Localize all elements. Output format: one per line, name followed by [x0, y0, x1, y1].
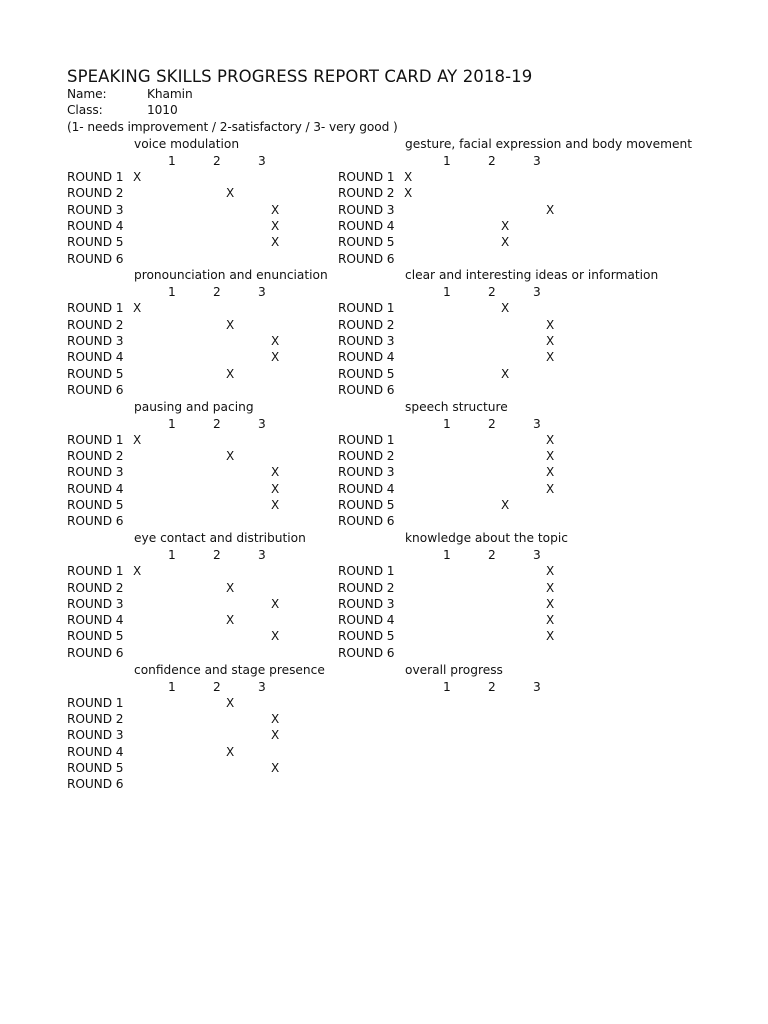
scale-header: 2	[488, 548, 496, 563]
rating-mark: X	[271, 481, 280, 496]
scale-header: 3	[258, 679, 266, 694]
skill-title: confidence and stage presence	[134, 662, 325, 677]
rating-mark: X	[226, 744, 235, 759]
rating-mark: X	[271, 218, 280, 233]
scale-header: 3	[258, 154, 266, 168]
scale-header: 2	[213, 416, 221, 431]
scale-header: 1	[168, 154, 176, 168]
scale-header: 3	[533, 679, 541, 694]
name-value: Khamin	[147, 87, 193, 101]
rating-mark: X	[546, 449, 555, 464]
rating-mark: X	[404, 170, 413, 184]
scale-header: 3	[258, 285, 266, 300]
round-label: ROUND 5	[338, 498, 395, 512]
class-value: 1010	[147, 103, 178, 117]
rating-mark: X	[546, 350, 555, 365]
rating-mark: X	[133, 170, 142, 184]
round-label: ROUND 3	[67, 465, 124, 480]
name-label: Name:	[67, 87, 107, 101]
rating-mark: X	[546, 613, 555, 628]
rating-mark: X	[271, 465, 280, 480]
round-label: ROUND 6	[67, 382, 124, 397]
scale-header: 2	[213, 154, 221, 168]
round-label: ROUND 1	[67, 301, 124, 316]
scale-header: 3	[533, 154, 541, 168]
rating-mark: X	[546, 317, 555, 332]
round-label: ROUND 4	[338, 481, 395, 496]
rating-mark: X	[271, 760, 280, 775]
skill-title: overall progress	[405, 662, 503, 677]
rating-mark: X	[271, 334, 280, 348]
rating-mark: X	[271, 498, 280, 512]
round-label: ROUND 3	[338, 334, 395, 348]
round-label: ROUND 3	[67, 334, 124, 348]
rating-mark: X	[546, 564, 555, 579]
round-label: ROUND 5	[67, 760, 124, 775]
scale-header: 2	[213, 285, 221, 300]
skill-title: pronounciation and enunciation	[134, 268, 328, 283]
round-label: ROUND 3	[67, 596, 124, 611]
scale-header: 1	[443, 416, 451, 431]
round-label: ROUND 5	[67, 366, 124, 381]
round-label: ROUND 4	[338, 613, 395, 628]
scale-header: 1	[443, 548, 451, 563]
rating-mark: X	[546, 596, 555, 611]
round-label: ROUND 2	[67, 449, 124, 464]
rating-mark: X	[546, 432, 555, 447]
rating-mark: X	[546, 334, 555, 348]
round-label: ROUND 2	[67, 186, 124, 201]
round-label: ROUND 6	[338, 645, 395, 660]
round-label: ROUND 6	[338, 382, 395, 397]
scale-header: 1	[168, 416, 176, 431]
rating-mark: X	[546, 629, 555, 644]
scale-header: 2	[213, 679, 221, 694]
rating-mark: X	[226, 695, 235, 710]
round-label: ROUND 2	[67, 711, 124, 726]
rating-mark: X	[226, 449, 235, 464]
round-label: ROUND 4	[67, 744, 124, 759]
scale-header: 1	[168, 285, 176, 300]
round-label: ROUND 2	[338, 186, 395, 201]
round-label: ROUND 6	[67, 777, 124, 792]
skill-title: voice modulation	[134, 137, 240, 151]
round-label: ROUND 1	[338, 432, 395, 447]
round-label: ROUND 5	[338, 366, 395, 381]
round-label: ROUND 2	[67, 317, 124, 332]
rating-mark: X	[501, 498, 510, 512]
rating-mark: X	[226, 613, 235, 628]
round-label: ROUND 5	[338, 629, 395, 644]
scale-header: 2	[213, 548, 221, 563]
scale-header: 2	[488, 154, 496, 168]
round-label: ROUND 3	[338, 596, 395, 611]
rating-scale-note: (1- needs improvement / 2-satisfactory / 3- very good )	[67, 120, 398, 134]
round-label: ROUND 5	[67, 629, 124, 644]
round-label: ROUND 1	[67, 695, 124, 710]
rating-mark: X	[271, 235, 280, 250]
scale-header: 1	[443, 679, 451, 694]
rating-mark: X	[271, 350, 280, 365]
round-label: ROUND 2	[338, 317, 395, 332]
rating-mark: X	[546, 202, 555, 217]
round-label: ROUND 2	[67, 580, 124, 595]
rating-mark: X	[226, 317, 235, 332]
round-label: ROUND 6	[67, 251, 124, 266]
rating-mark: X	[546, 481, 555, 496]
scale-header: 1	[168, 679, 176, 694]
rating-mark: X	[501, 218, 510, 233]
round-label: ROUND 3	[67, 728, 124, 743]
rating-mark: X	[271, 711, 280, 726]
round-label: ROUND 3	[338, 465, 395, 480]
round-label: ROUND 4	[338, 218, 395, 233]
rating-mark: X	[404, 186, 413, 201]
scale-header: 1	[168, 548, 176, 563]
rating-mark: X	[501, 366, 510, 381]
scale-header: 3	[533, 285, 541, 300]
rating-mark: X	[501, 235, 510, 250]
scale-header: 2	[488, 285, 496, 300]
round-label: ROUND 3	[67, 202, 124, 217]
round-label: ROUND 4	[67, 218, 124, 233]
rating-mark: X	[271, 202, 280, 217]
round-label: ROUND 2	[338, 580, 395, 595]
round-label: ROUND 1	[338, 301, 395, 316]
skill-title: gesture, facial expression and body movement	[405, 137, 692, 151]
scale-header: 1	[443, 285, 451, 300]
round-label: ROUND 6	[67, 645, 124, 660]
round-label: ROUND 1	[338, 564, 395, 579]
rating-mark: X	[546, 580, 555, 595]
rating-mark: X	[226, 366, 235, 381]
rating-mark: X	[546, 465, 555, 480]
rating-mark: X	[133, 432, 142, 447]
rating-mark: X	[271, 728, 280, 743]
rating-mark: X	[226, 186, 235, 201]
rating-mark: X	[501, 301, 510, 316]
skill-title: eye contact and distribution	[134, 531, 306, 546]
round-label: ROUND 5	[67, 235, 124, 250]
rating-mark: X	[133, 301, 142, 316]
round-label: ROUND 6	[338, 514, 395, 529]
round-label: ROUND 6	[338, 251, 395, 266]
round-label: ROUND 4	[338, 350, 395, 365]
scale-header: 3	[533, 548, 541, 563]
round-label: ROUND 4	[67, 350, 124, 365]
round-label: ROUND 1	[67, 432, 124, 447]
skill-title: pausing and pacing	[134, 399, 254, 414]
scale-header: 3	[258, 548, 266, 563]
skill-title: knowledge about the topic	[405, 531, 568, 546]
rating-mark: X	[271, 629, 280, 644]
round-label: ROUND 4	[67, 613, 124, 628]
skill-title: speech structure	[405, 399, 508, 414]
rating-mark: X	[271, 596, 280, 611]
scale-header: 3	[258, 416, 266, 431]
class-label: Class:	[67, 103, 103, 117]
report-title: SPEAKING SKILLS PROGRESS REPORT CARD AY 2018-19	[67, 67, 533, 86]
scale-header: 2	[488, 679, 496, 694]
round-label: ROUND 1	[338, 170, 395, 184]
round-label: ROUND 6	[67, 514, 124, 529]
skill-title: clear and interesting ideas or information	[405, 268, 659, 283]
scale-header: 1	[443, 154, 451, 168]
round-label: ROUND 4	[67, 481, 124, 496]
round-label: ROUND 5	[67, 498, 124, 512]
round-label: ROUND 1	[67, 564, 124, 579]
round-label: ROUND 2	[338, 449, 395, 464]
round-label: ROUND 1	[67, 170, 124, 184]
round-label: ROUND 5	[338, 235, 395, 250]
rating-mark: X	[133, 564, 142, 579]
scale-header: 2	[488, 416, 496, 431]
scale-header: 3	[533, 416, 541, 431]
round-label: ROUND 3	[338, 202, 395, 217]
rating-mark: X	[226, 580, 235, 595]
